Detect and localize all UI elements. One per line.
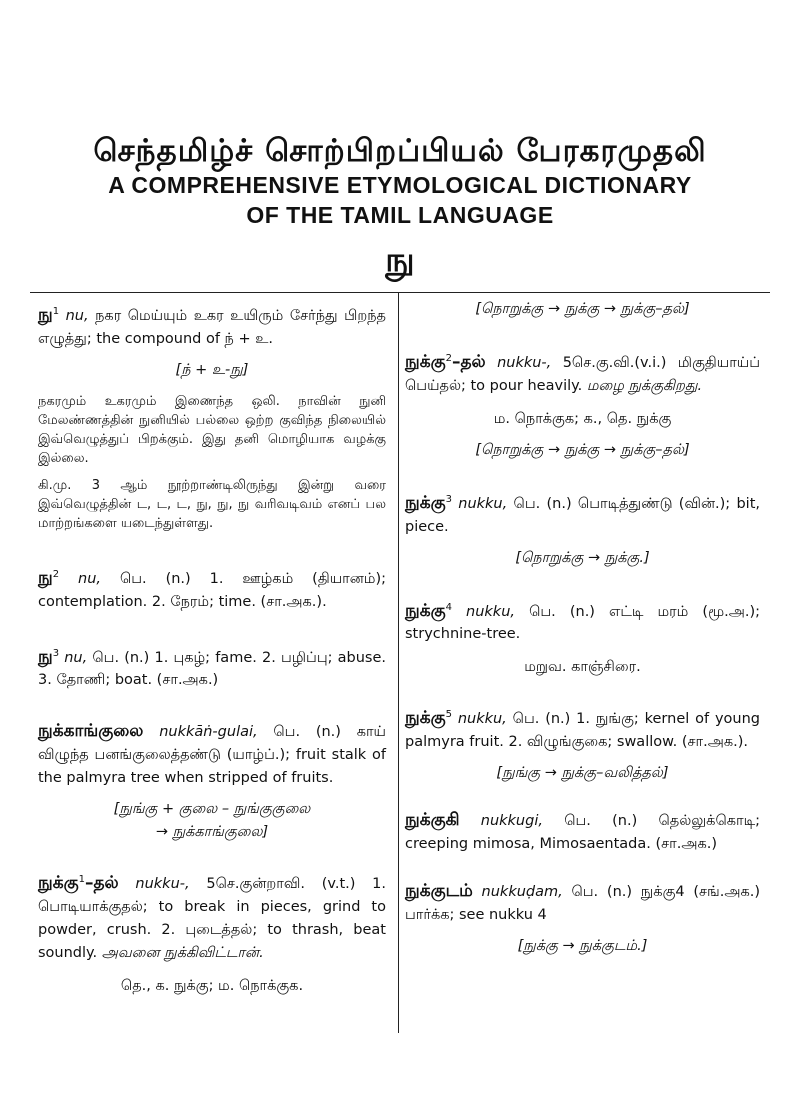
entry-nu-1 — [38, 300, 386, 351]
cognates: ம. நொக்குக; க., தெ. நுக்கு — [493, 410, 672, 427]
definition: பெ. (n.) பொடித்துண்டு (வின்.); bit, piece. — [405, 495, 760, 535]
transliteration: nukkugi, — [480, 813, 543, 830]
entry-nukkudam — [405, 880, 760, 927]
note-paragraph: கி.மு. 3 ஆம் நூற்றாண்டிலிருந்து இன்று வரை இவ்வெழுத்தின் ட, ட, ட, நு, நு, நு வரிவடிவம் எனப் பல மாற்றங்களை யடைந்துள்ளது. — [38, 477, 386, 531]
column-divider — [398, 293, 399, 1033]
usage-example: மழை நுக்குகிறது. — [582, 377, 703, 394]
etymology: [ந் + உ-நு] — [175, 361, 249, 378]
definition: பெ. (n.) 1. ஊழ்கம் (தியானம்); contemplation. 2. நேரம்; time. (சா.அக.). — [38, 570, 387, 610]
headword: நுக்குகி — [405, 810, 460, 831]
transliteration: nukku, — [466, 603, 516, 620]
entry-nukku-1 — [38, 868, 386, 965]
headword: நு — [38, 646, 53, 667]
homonym-number: 4 — [445, 601, 452, 613]
headword-suffix: –தல் — [84, 873, 119, 894]
entry-nukku-4 — [405, 596, 760, 647]
entry-nukkankulai — [38, 720, 386, 790]
definition: பெ. (n.) நுக்கு4 (சங்.அக.) பார்க்க; see nukku 4 — [405, 884, 760, 924]
etymology: [நுக்கு → நுக்குடம்.] — [517, 938, 648, 955]
definition: பெ. (n.) 1. புகழ்; fame. 2. பழிப்பு; abuse. 3. தோணி; boat. (சா.அக.) — [38, 649, 387, 689]
transliteration: nukku-, — [497, 354, 552, 371]
homonym-number: 1 — [52, 306, 60, 317]
tamil-title: செந்தமிழ்ச் சொற்பிறப்பியல் பேரகரமுதலி — [93, 133, 707, 169]
transliteration: nukku-, — [135, 876, 190, 893]
transliteration: nu, — [65, 307, 89, 324]
headword: நுக்கு — [405, 351, 446, 372]
definition: 5செ.குன்றாவி. (v.t.) 1. பொடியாக்குதல்; to break in pieces, grind to powder, crush. 2. புடைத்தல்; to thrash, beat soundly. — [38, 876, 386, 962]
page-header — [0, 132, 800, 280]
etymology: [நொறுக்கு → நுக்கு → நுக்கு–தல்] — [475, 301, 690, 317]
definition: பெ. (n.) 1. நுங்கு; kernel of young palmyra fruit. 2. விழுங்குகை; swallow. (சா.அக.). — [405, 711, 760, 751]
etymology: [நுங்கு → நுக்கு–வலித்தல்] — [496, 765, 669, 782]
header-rule — [30, 292, 770, 293]
homonym-number: 2 — [52, 568, 60, 580]
entry-nukku-3 — [405, 488, 760, 539]
cognates: தெ., க. நுக்கு; ம. நொக்குக. — [120, 978, 304, 995]
note-paragraph: நகரமும் உகரமும் இணைந்த ஒலி. நாவின் நுனி மேலண்ணத்தின் நுனியில் பல்லை ஒற்ற குவிந்த நிலையில் இவ்வெழுத்துப் பிறக்கும். இது தனி மொழியாக வழக்கு இல்லை. — [38, 393, 386, 466]
transliteration: nu, — [64, 649, 88, 666]
transliteration: nukku, — [458, 495, 508, 512]
etymology: [நொறுக்கு → நுக்கு → நுக்கு–தல்] — [475, 441, 690, 458]
headword: நுக்காங்குலை — [38, 721, 144, 742]
definition: பெ. (n.) தெல்லுக்கொடி; creeping mimosa, Mimosaentada. (சா.அக.) — [405, 813, 760, 853]
etymology: [நொறுக்கு → நுக்கு.] — [515, 549, 650, 566]
homonym-number: 5 — [445, 709, 452, 721]
headword: நுக்குடம் — [405, 881, 473, 902]
definition: நகர மெய்யும் உகர உயிரும் சேர்ந்து பிறந்த எழுத்து; the compound of ந் + உ. — [38, 307, 386, 347]
headword: நுக்கு — [405, 600, 446, 621]
etymology-line: [நுங்கு + குலை – நுங்குகுலை — [113, 801, 311, 818]
definition: பெ. (n.) காய் விழுந்த பனங்குலைத்தண்டு (யாழ்ப்.); fruit stalk of the palmyra tree when stripped of fruits. — [38, 724, 386, 787]
english-title-line-2: OF THE TAMIL LANGUAGE — [246, 202, 554, 228]
right-column — [405, 298, 760, 958]
section-letter: நு — [385, 240, 415, 280]
headword-suffix: –தல் — [451, 351, 486, 372]
headword: நுக்கு — [405, 492, 446, 513]
entry-nu-3 — [38, 642, 386, 693]
transliteration: nukkuḍam, — [481, 884, 563, 901]
synonym: மறுவ. காஞ்சிரை. — [524, 659, 641, 676]
homonym-number: 2 — [445, 353, 452, 364]
headword: நு — [38, 567, 53, 588]
etymology — [38, 798, 386, 844]
headword: நு — [38, 304, 53, 325]
etymology-line: → நுக்காங்குலை] — [155, 824, 269, 841]
headword: நுக்கு — [38, 873, 79, 894]
entry-nu-2 — [38, 563, 386, 614]
homonym-number: 1 — [78, 874, 85, 886]
left-column — [38, 298, 386, 998]
homonym-number: 3 — [52, 647, 60, 659]
transliteration: nukku, — [457, 711, 507, 728]
transliteration: nukkāṅ-gulai, — [159, 724, 258, 741]
transliteration: nu, — [78, 570, 102, 587]
headword: நுக்கு — [405, 708, 446, 729]
english-title-line-1: A COMPREHENSIVE ETYMOLOGICAL DICTIONARY — [108, 172, 692, 198]
entry-nukkugi — [405, 809, 760, 856]
entry-nukku-2 — [405, 347, 760, 398]
entry-nukku-5 — [405, 703, 760, 754]
definition: பெ. (n.) எட்டி மரம் (மூ.அ.); strychnine-tree. — [405, 603, 761, 643]
definition: 5செ.கு.வி.(v.i.) மிகுதியாய்ப் பெய்தல்; to pour heavily. — [405, 354, 760, 394]
usage-example: அவனை நுக்கிவிட்டான். — [97, 945, 264, 962]
homonym-number: 3 — [445, 493, 452, 505]
